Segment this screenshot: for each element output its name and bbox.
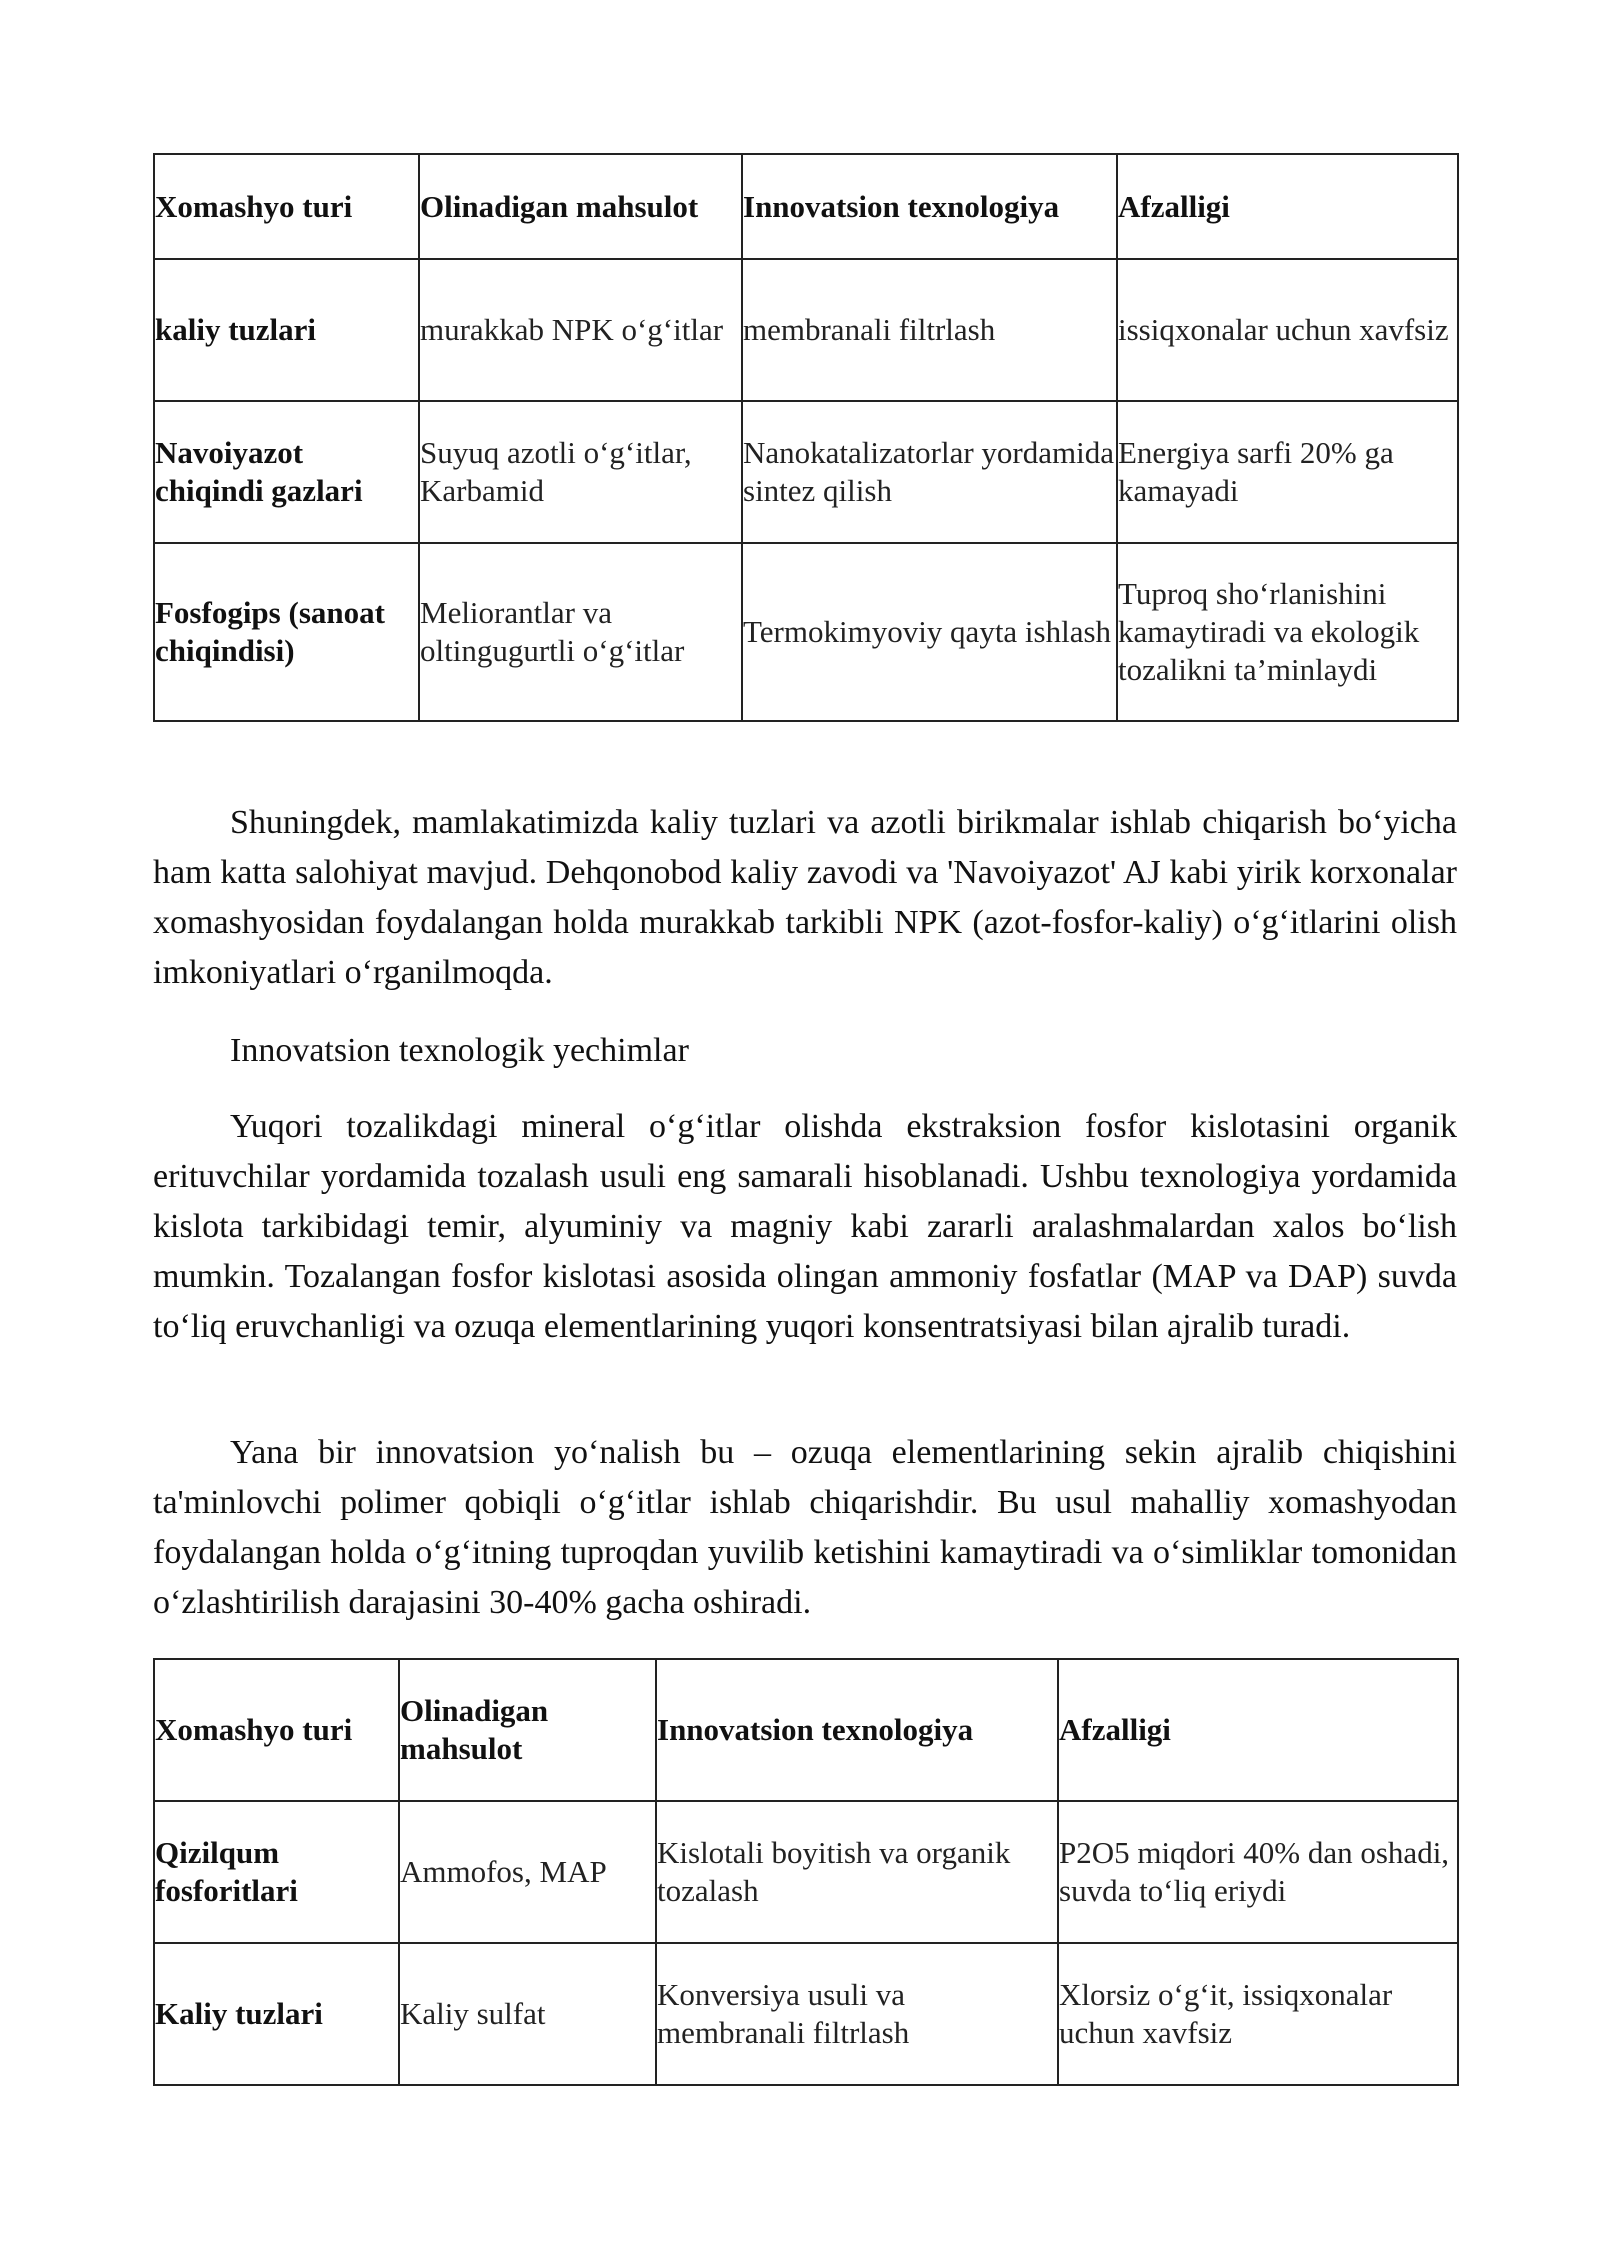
table-header-cell: Olinadigan mahsulot (419, 154, 742, 259)
table-cell: Kaliy tuzlari (154, 1943, 399, 2085)
table-cell: Navoiyazot chiqindi gazlari (154, 401, 419, 543)
table-header-cell: Xomashyo turi (154, 154, 419, 259)
table-cell: Suyuq azotli o‘g‘itlar, Karbamid (419, 401, 742, 543)
table-cell: Energiya sarfi 20% ga kamayadi (1117, 401, 1458, 543)
table-row (154, 1943, 1458, 2085)
table-cell: Kaliy sulfat (399, 1943, 656, 2085)
table-cell: Qizilqum fosforitlari (154, 1801, 399, 1943)
table-cell: Kislotali boyitish va organik tozalash (656, 1801, 1058, 1943)
table-header-cell: Afzalligi (1117, 154, 1458, 259)
body-paragraph: Yana bir innovatsion yo‘nalish bu – ozuqa elementlarining sekin ajralib chiqishini ta'minlovchi polimer qobiqli o‘g‘itlar ishlab chiqarishdir. Bu usul mahalliy xomashyodan foydalangan holda o‘g‘itning tuproqdan yuvilib ketishini kamaytiradi va o‘simliklar tomonidan o‘zlashtirilish darajasini 30-40% gacha oshiradi. (153, 1434, 1457, 1621)
table-cell: issiqxonalar uchun xavfsiz (1117, 259, 1458, 401)
table-cell: murakkab NPK o‘g‘itlar (419, 259, 742, 401)
table-cell: Nanokatalizatorlar yordamida sintez qilish (742, 401, 1117, 543)
table-cell: kaliy tuzlari (154, 259, 419, 401)
section-heading: Innovatsion texnologik yechimlar (230, 1032, 689, 1069)
table-cell: Termokimyoviy qayta ishlash (742, 543, 1117, 721)
fertilizer-table-2 (153, 1658, 1459, 2086)
table-header-cell: Xomashyo turi (154, 1659, 399, 1801)
body-paragraph: Shuningdek, mamlakatimizda kaliy tuzlari va azotli birikmalar ishlab chiqarish bo‘yicha ham katta salohiyat mavjud. Dehqonobod kaliy zavodi va 'Navoiyazot' AJ kabi yirik korxonalar xomashyosidan foydalangan holda murakkab tarkibli NPK (azot-fosfor-kaliy) o‘g‘itlarini olish imkoniyatlari o‘rganilmoqda. (153, 804, 1457, 991)
table-row (154, 401, 1458, 543)
body-paragraph: Yuqori tozalikdagi mineral o‘g‘itlar olishda ekstraksion fosfor kislotasini organik erituvchilar yordamida tozalash usuli eng samarali hisoblanadi. Ushbu texnologiya yordamida kislota tarkibidagi temir, alyuminiy va magniy kabi zararli aralashmalardan xalos bo‘lish mumkin. Tozalangan fosfor kislotasi asosida olingan ammoniy fosfatlar (MAP va DAP) suvda to‘liq eruvchanligi va ozuqa elementlarining yuqori konsentratsiyasi bilan ajralib turadi. (153, 1108, 1457, 1345)
table-row (154, 259, 1458, 401)
table-row (154, 543, 1458, 721)
table-cell: Meliorantlar va oltingugurtli o‘g‘itlar (419, 543, 742, 721)
table-header-row (154, 154, 1458, 259)
table-header-cell: Olinadigan mahsulot (399, 1659, 656, 1801)
table-header-cell: Afzalligi (1058, 1659, 1458, 1801)
table-cell: Fosfogips (sanoat chiqindisi) (154, 543, 419, 721)
table-cell: P2O5 miqdori 40% dan oshadi, suvda to‘liq eriydi (1058, 1801, 1458, 1943)
table-row (154, 1801, 1458, 1943)
table-cell: Konversiya usuli va membranali filtrlash (656, 1943, 1058, 2085)
table-header-cell: Innovatsion texnologiya (656, 1659, 1058, 1801)
table-cell: membranali filtrlash (742, 259, 1117, 401)
table-header-cell: Innovatsion texnologiya (742, 154, 1117, 259)
table-header-row (154, 1659, 1458, 1801)
table-cell: Ammofos, MAP (399, 1801, 656, 1943)
fertilizer-table-1 (153, 153, 1459, 722)
table-cell: Xlorsiz o‘g‘it, issiqxonalar uchun xavfsiz (1058, 1943, 1458, 2085)
table-cell: Tuproq sho‘rlanishini kamaytiradi va ekologik tozalikni ta’minlaydi (1117, 543, 1458, 721)
